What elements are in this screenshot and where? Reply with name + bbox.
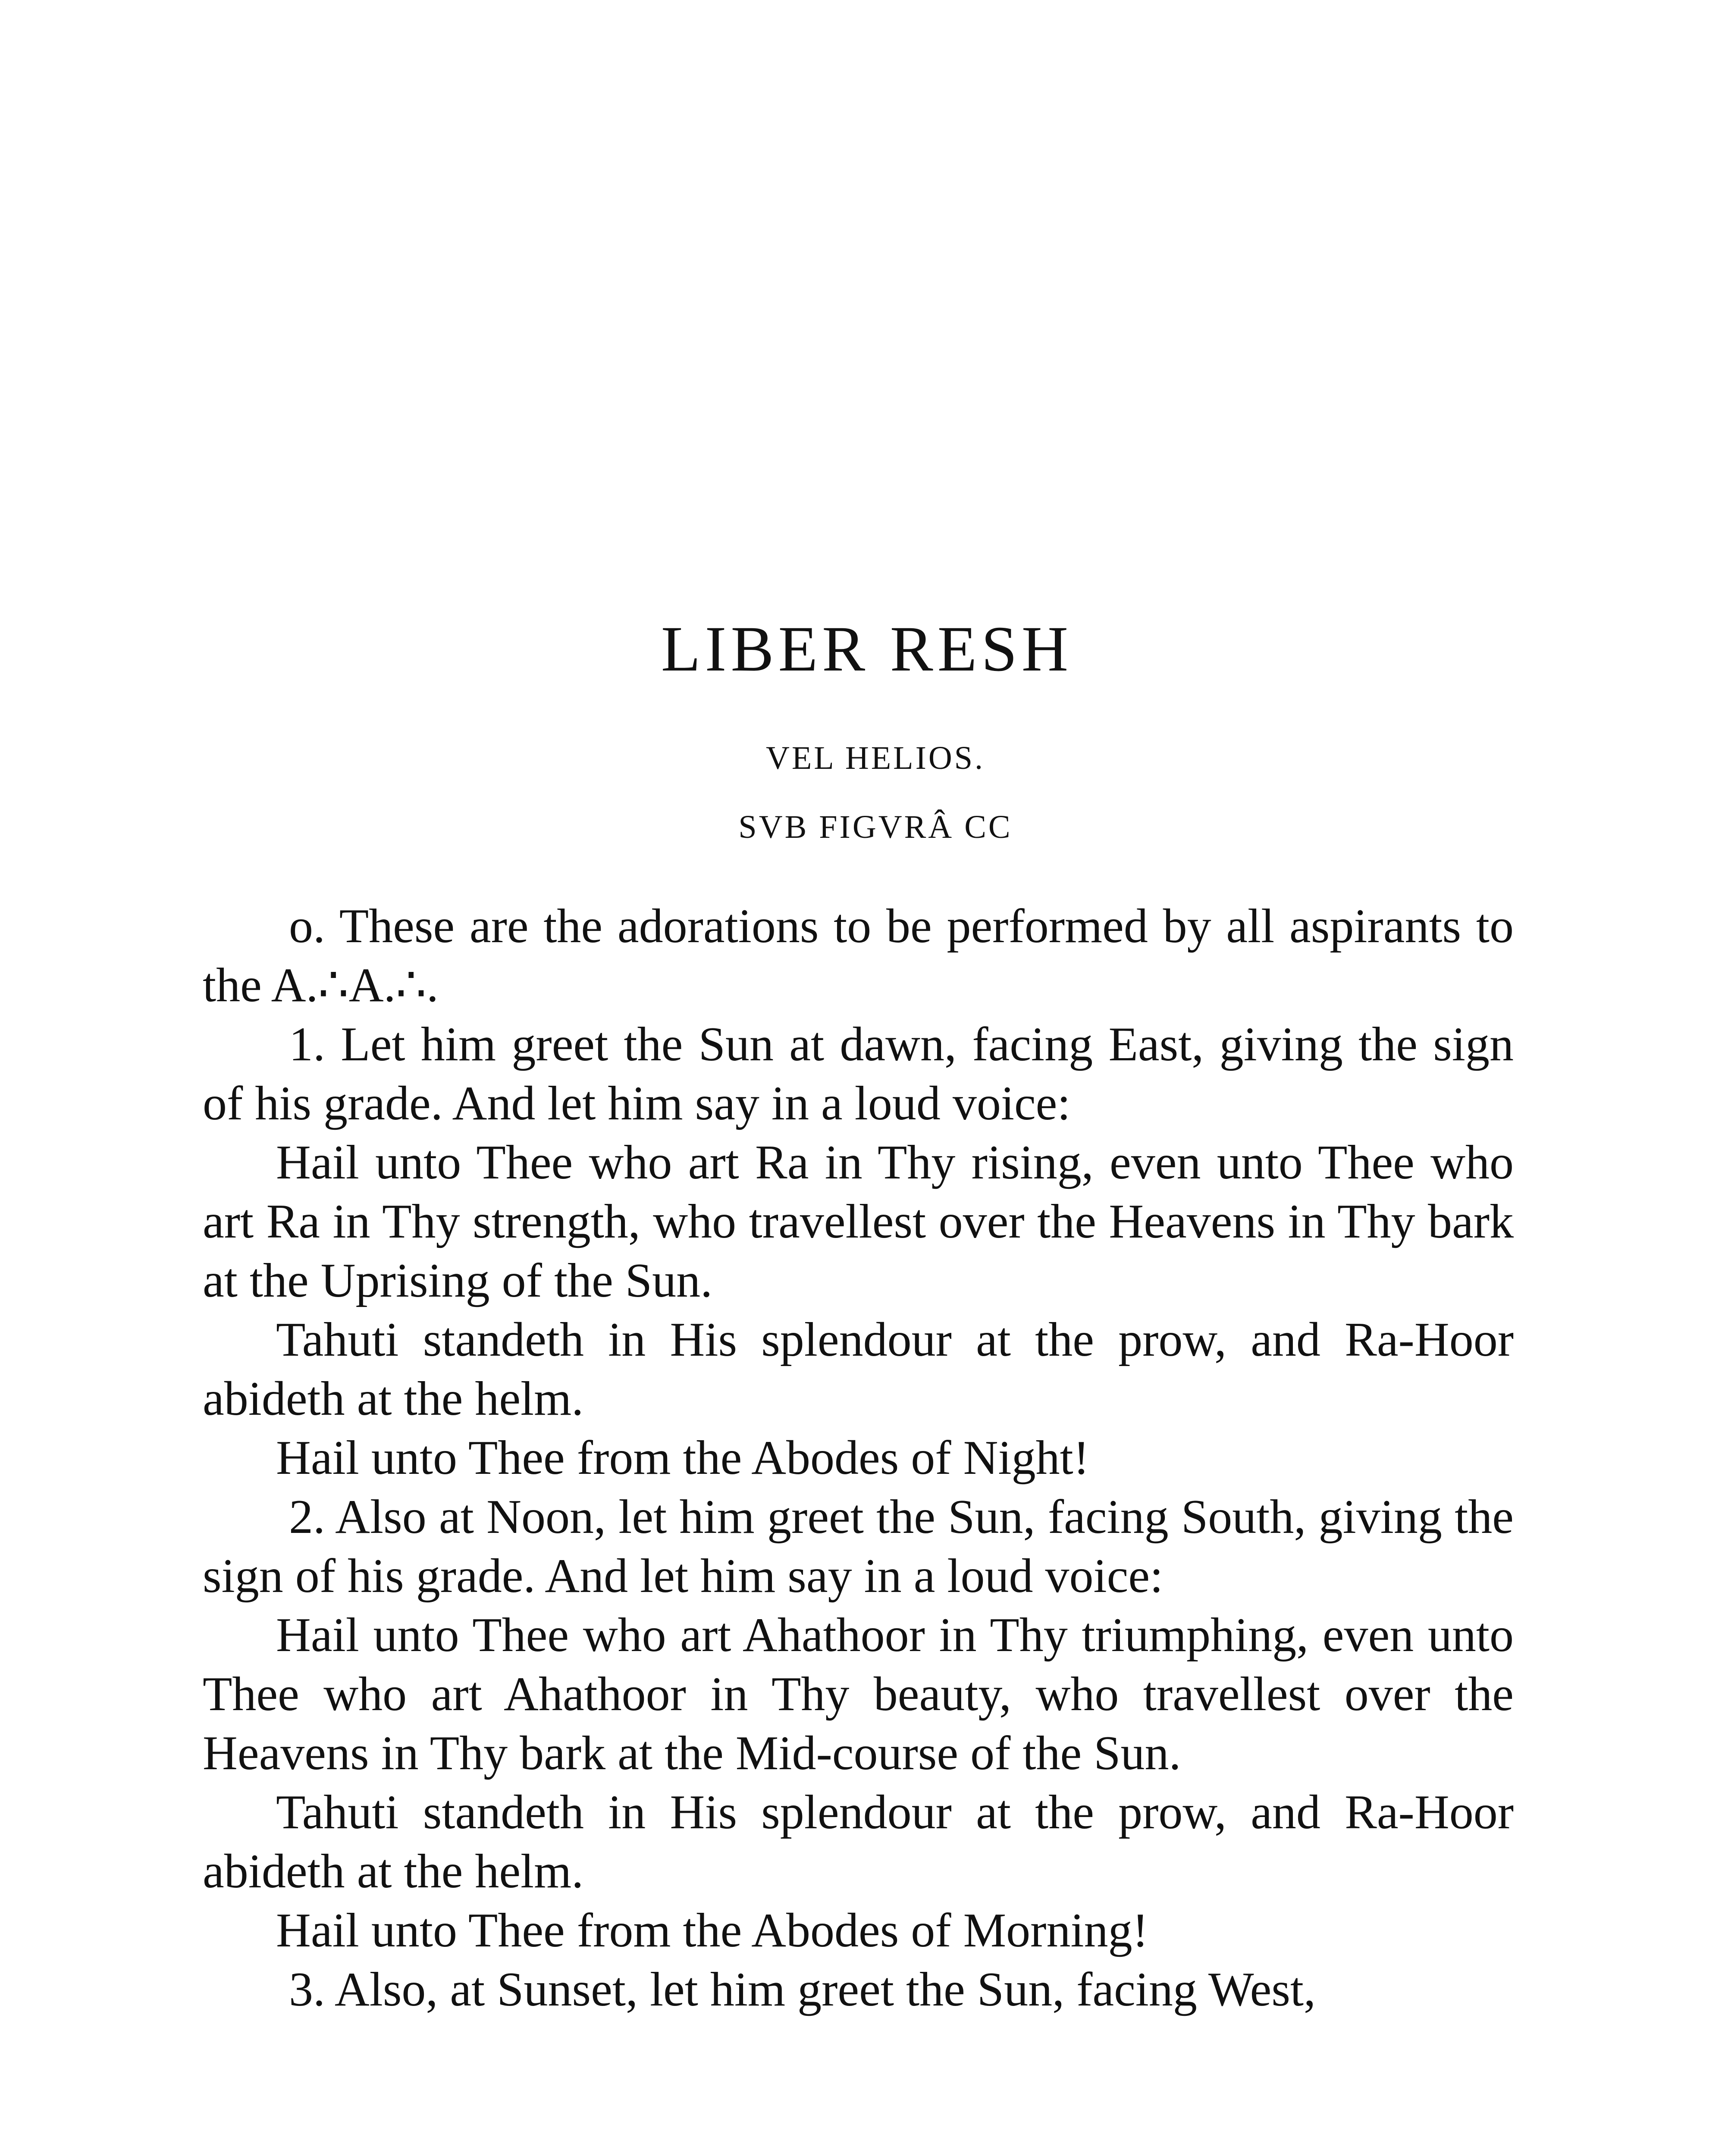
subtitle-figura: SVB FIGVRÂ CC bbox=[738, 809, 1013, 845]
tahuti-dawn: Tahuti standeth in His splendour at the prow, and Ra-Hoor abideth at the helm. bbox=[203, 1313, 1514, 1426]
hail-morning: Hail unto Thee from the Abodes of Morning! bbox=[276, 1904, 1148, 1957]
page-title: LIBER RESH bbox=[661, 613, 1073, 685]
invocation-dawn: Hail unto Thee who art Ra in Thy rising, even unto Thee who art Ra in Thy strength, who travellest over the Heavens in Thy bark at the Uprising of the Sun. bbox=[203, 1136, 1514, 1307]
body-text bbox=[203, 897, 1514, 2019]
tahuti-noon: Tahuti standeth in His splendour at the prow, and Ra-Hoor abideth at the helm. bbox=[203, 1786, 1514, 1898]
paragraph-3: 3. Also, at Sunset, let him greet the Sun, facing West, bbox=[289, 1963, 1316, 2016]
hail-night: Hail unto Thee from the Abodes of Night! bbox=[276, 1431, 1090, 1485]
subtitle-vel-helios: VEL HELIOS. bbox=[765, 740, 985, 776]
paragraph-2: 2. Also at Noon, let him greet the Sun, facing South, giving the sign of his grade. And let him say in a loud voice: bbox=[203, 1490, 1514, 1603]
paragraph-1: 1. Let him greet the Sun at dawn, facing East, giving the sign of his grade. And let him say in a loud voice: bbox=[203, 1018, 1514, 1130]
paragraph-0: o. These are the adorations to be performed by all aspirants to the A.∴A.∴. bbox=[203, 899, 1514, 1012]
invocation-noon: Hail unto Thee who art Ahathoor in Thy triumphing, even unto Thee who art Ahathoor in Thy beauty, who travellest over the Heavens in Thy bark at the Mid-course of the Sun. bbox=[203, 1608, 1514, 1780]
